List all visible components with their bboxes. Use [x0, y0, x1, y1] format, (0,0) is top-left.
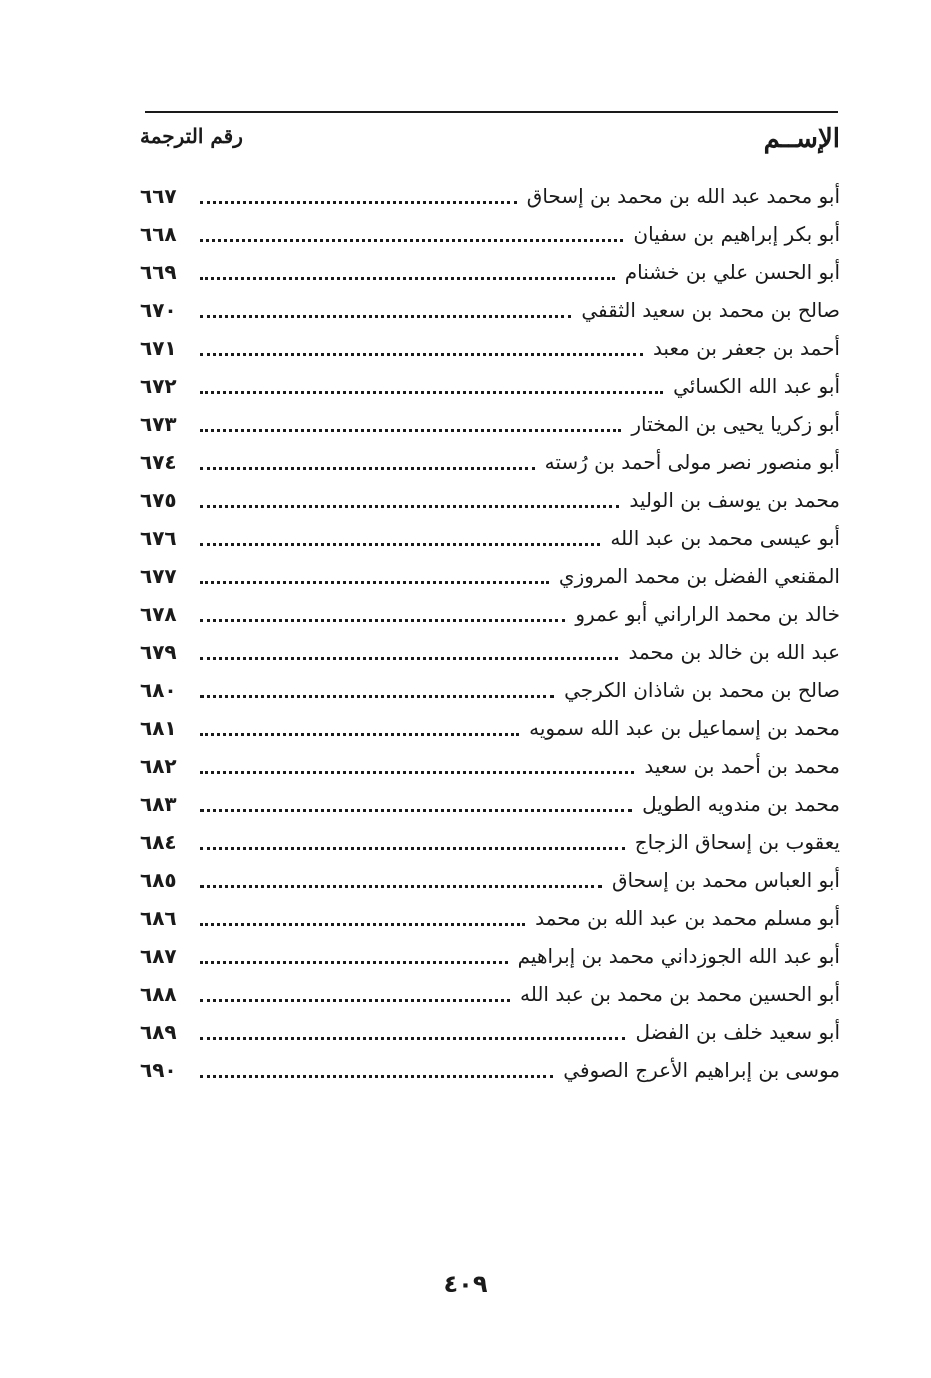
list-item	[140, 177, 840, 215]
entry-name: محمد بن إسماعيل بن عبد الله سمويه	[529, 716, 840, 740]
dot-leader	[200, 961, 508, 964]
entry-name: يعقوب بن إسحاق الزجاج	[634, 830, 840, 854]
entry-name: أبو الحسين محمد بن محمد بن عبد الله	[519, 982, 840, 1006]
list-item	[140, 747, 840, 785]
entry-name: صالح بن محمد بن شاذان الكرجي	[564, 678, 840, 702]
entry-number: ٦٧٠	[140, 298, 177, 322]
list-item	[140, 709, 840, 747]
dot-leader	[200, 657, 618, 660]
dot-leader	[200, 1037, 625, 1040]
entry-number: ٦٦٧	[140, 184, 177, 208]
entry-number: ٦٨٣	[140, 792, 177, 816]
dot-leader	[200, 467, 535, 470]
entry-number: ٦٨٨	[140, 982, 177, 1006]
list-item	[140, 329, 840, 367]
entry-name: موسى بن إبراهيم الأعرج الصوفي	[563, 1058, 840, 1082]
entry-number: ٦٧٦	[140, 526, 177, 550]
dot-leader	[200, 771, 634, 774]
entry-number: ٦٨٤	[140, 830, 177, 854]
list-item	[140, 671, 840, 709]
entry-number: ٦٧٩	[140, 640, 177, 664]
entry-number: ٦٧٨	[140, 602, 177, 626]
list-item	[140, 405, 840, 443]
list-item	[140, 975, 840, 1013]
list-item	[140, 481, 840, 519]
dot-leader	[200, 999, 510, 1002]
list-item	[140, 367, 840, 405]
entry-number: ٦٨٢	[140, 754, 177, 778]
dot-leader	[200, 885, 602, 888]
dot-leader	[200, 505, 619, 508]
entry-list	[140, 177, 840, 1089]
dot-leader	[200, 581, 549, 584]
list-item	[140, 519, 840, 557]
entry-number: ٦٦٨	[140, 222, 177, 246]
number-column-heading: رقم الترجمة	[140, 124, 243, 148]
list-item	[140, 823, 840, 861]
entry-number: ٦٨٩	[140, 1020, 177, 1044]
entry-number: ٦٨١	[140, 716, 177, 740]
entry-name: أبو عبد الله الجوزداني محمد بن إبراهيم	[517, 944, 840, 968]
entry-number: ٦٧١	[140, 336, 177, 360]
entry-number: ٦٨٦	[140, 906, 177, 930]
entry-number: ٦٧٧	[140, 564, 177, 588]
dot-leader	[200, 1075, 553, 1078]
list-item	[140, 1051, 840, 1089]
entry-name: أبو منصور نصر مولى أحمد بن رُسته	[544, 450, 840, 474]
entry-number: ٦٧٥	[140, 488, 177, 512]
list-item	[140, 253, 840, 291]
list-item	[140, 1013, 840, 1051]
page-number: ٤٠٩	[443, 1270, 488, 1298]
dot-leader	[200, 809, 632, 812]
entry-number: ٦٧٢	[140, 374, 177, 398]
entry-number: ٦٧٤	[140, 450, 177, 474]
entry-number: ٦٧٣	[140, 412, 177, 436]
entry-name: المقنعي الفضل بن محمد المروزي	[558, 564, 840, 588]
entry-number: ٦٨٠	[140, 678, 177, 702]
list-item	[140, 291, 840, 329]
entry-name: أبو بكر إبراهيم بن سفيان	[633, 222, 840, 246]
dot-leader	[200, 277, 615, 280]
header-rule	[145, 111, 838, 113]
entry-name: أبو مسلم محمد بن عبد الله بن محمد	[535, 906, 840, 930]
dot-leader	[200, 733, 519, 736]
list-item	[140, 595, 840, 633]
dot-leader	[200, 429, 621, 432]
list-item	[140, 557, 840, 595]
entry-name: أبو العباس محمد بن إسحاق	[611, 868, 840, 892]
dot-leader	[200, 695, 554, 698]
entry-name: عبد الله بن خالد بن محمد	[628, 640, 840, 664]
entry-number: ٦٦٩	[140, 260, 177, 284]
entry-name: أحمد بن جعفر بن معبد	[652, 336, 840, 360]
entry-name: محمد بن أحمد بن سعيد	[644, 754, 840, 778]
table-header	[140, 118, 840, 162]
entry-name: أبو محمد عبد الله بن محمد بن إسحاق	[526, 184, 840, 208]
list-item	[140, 861, 840, 899]
entry-name: أبو عبد الله الكسائي	[673, 374, 840, 398]
entry-name: محمد بن يوسف بن الوليد	[629, 488, 840, 512]
list-item	[140, 215, 840, 253]
dot-leader	[200, 201, 517, 204]
dot-leader	[200, 353, 643, 356]
dot-leader	[200, 847, 625, 850]
entry-name: محمد بن مندويه الطويل	[642, 792, 840, 816]
list-item	[140, 937, 840, 975]
entry-number: ٦٩٠	[140, 1058, 177, 1082]
dot-leader	[200, 923, 525, 926]
list-item	[140, 443, 840, 481]
entry-name: خالد بن محمد الراراني أبو عمرو	[575, 602, 840, 626]
dot-leader	[200, 239, 623, 242]
entry-number: ٦٨٥	[140, 868, 177, 892]
list-item	[140, 899, 840, 937]
entry-name: أبو زكريا يحيى بن المختار	[631, 412, 840, 436]
name-column-heading: الإســم	[763, 124, 840, 154]
dot-leader	[200, 619, 565, 622]
entry-number: ٦٨٧	[140, 944, 177, 968]
entry-name: أبو الحسن علي بن خشنام	[624, 260, 840, 284]
entry-name: أبو عيسى محمد بن عبد الله	[610, 526, 840, 550]
dot-leader	[200, 543, 600, 546]
list-item	[140, 785, 840, 823]
list-item	[140, 633, 840, 671]
dot-leader	[200, 315, 571, 318]
entry-name: أبو سعيد خلف بن الفضل	[635, 1020, 840, 1044]
entry-name: صالح بن محمد بن سعيد الثقفي	[581, 298, 840, 322]
dot-leader	[200, 391, 663, 394]
